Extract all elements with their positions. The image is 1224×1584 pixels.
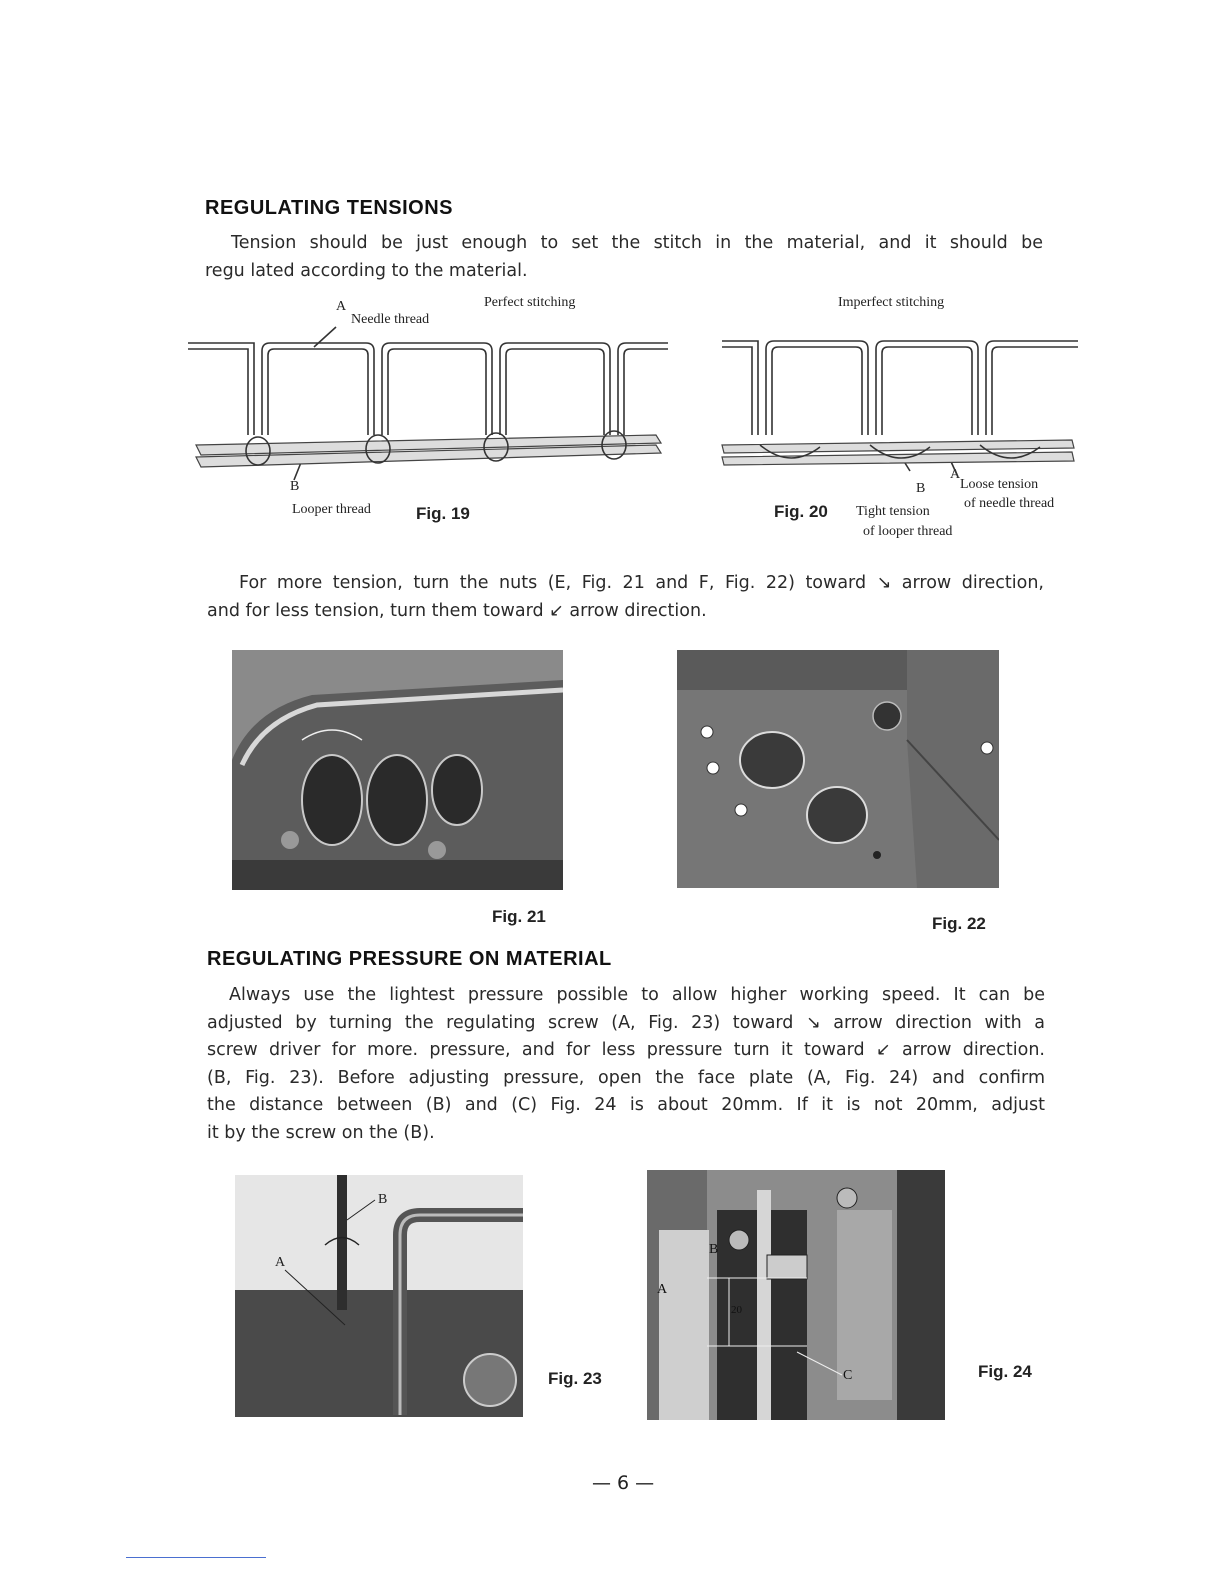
para-line: adjusted by turning the regulating screw (A, Fig. 23) toward ↘ arrow direction with a [207, 1012, 1045, 1033]
para-line: the distance between (B) and (C) Fig. 24 is about 20mm. If it is not 20mm, adjust [207, 1095, 1045, 1115]
fig24-caption: Fig. 24 [978, 1362, 1032, 1381]
fig19-diagram [186, 295, 686, 535]
fig20-caption: Fig. 20 [774, 502, 828, 521]
tension-direction-paragraph [207, 570, 1044, 625]
fig22-photo [677, 650, 999, 888]
section-heading-tensions: REGULATING TENSIONS [205, 197, 454, 219]
fig22-caption: Fig. 22 [932, 914, 986, 933]
fig21-caption: Fig. 21 [492, 907, 546, 926]
page-number: — 6 — [592, 1472, 655, 1494]
loose-tension-label: Loose tension [960, 477, 1039, 492]
para-line: For more tension, turn the nuts (E, Fig. 21 and F, Fig. 22) toward ↘ arrow direction, [239, 573, 1044, 593]
fig19-stitch-drawing [186, 295, 686, 535]
tension-paragraph [205, 230, 1043, 285]
para-line: screw driver for more. pressure, and for less pressure turn it toward ↙ arrow direction. [207, 1040, 1045, 1060]
imperfect-stitching-label: Imperfect stitching [838, 295, 945, 310]
fig23-photo [235, 1175, 523, 1417]
fig20-label-b: B [916, 481, 926, 496]
para-line: (B, Fig. 23). Before adjusting pressure, open the face plate (A, Fig. 24) and confirm [207, 1067, 1045, 1088]
fig24-label-b: B [709, 1242, 719, 1257]
para-line: it by the screw on the (B). [207, 1122, 435, 1143]
fig21-photo [232, 650, 563, 890]
fig24-label-a: A [657, 1282, 668, 1297]
footnote-rule [126, 1557, 266, 1558]
tight-tension-label: Tight tension [856, 504, 930, 519]
para-line: Tension should be just enough to set the stitch in the material, and it should be [231, 233, 1043, 253]
para-line: and for less tension, turn them toward ↙ arrow direction. [207, 600, 707, 621]
fig24-photo [647, 1170, 945, 1420]
fig23-label-b: B [378, 1192, 388, 1207]
fig19-caption: Fig. 19 [416, 504, 470, 523]
fig19-label-a: A [336, 299, 347, 314]
needle-thread-label: Needle thread [351, 312, 430, 327]
fig20-diagram [720, 295, 1100, 550]
fig19-label-b: B [290, 479, 300, 494]
needle-thread-tension-label: of needle thread [964, 496, 1055, 511]
fig24-label-c: C [843, 1368, 853, 1383]
fig20-stitch-drawing [720, 295, 1100, 550]
fig20-label-a: A [950, 467, 961, 482]
section-heading-pressure: REGULATING PRESSURE ON MATERIAL [207, 948, 612, 970]
looper-thread-label: Looper thread [292, 502, 371, 517]
pressure-paragraph [207, 982, 1045, 1147]
para-line: Always use the lightest pressure possible to allow higher working speed. It can be [229, 985, 1045, 1005]
fig23-label-a: A [275, 1255, 286, 1270]
perfect-stitching-label: Perfect stitching [484, 295, 576, 310]
looper-tension-label: of looper thread [863, 524, 953, 539]
para-line: regu lated according to the material. [205, 260, 528, 281]
fig24-distance-label: 20 [731, 1304, 742, 1316]
fig23-caption: Fig. 23 [548, 1369, 602, 1388]
